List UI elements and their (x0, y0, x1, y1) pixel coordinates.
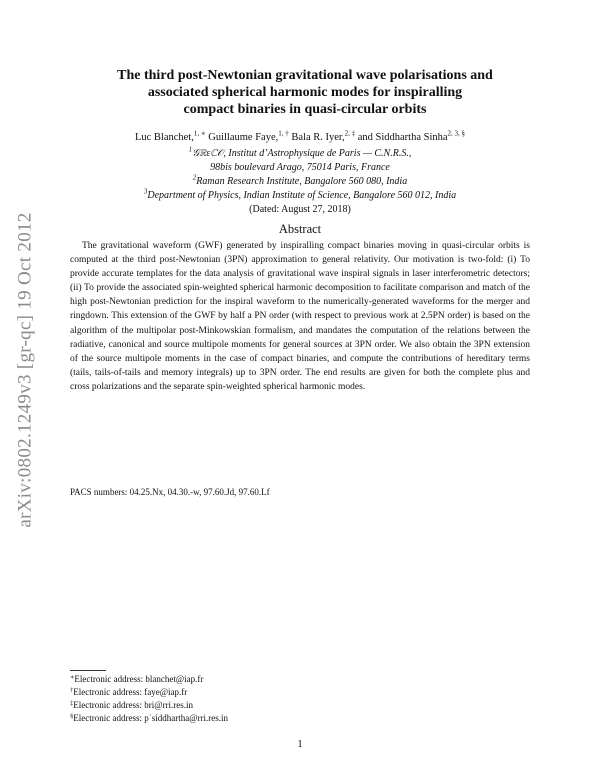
abstract-body: The gravitational waveform (GWF) generated by inspiralling compact binaries moving in quasi-circular orbits is computed at the third post-Newtonian (3PN) approximation to general relativity. Our motivation is two-fold: (i) To provide accurate templates for the data analysis of gravitational wave inspiral signals in laser interferometric detectors; (ii) To provide the associated spin-weighted spherical harmonic decomposition to facilitate comparison and match of the high post-Newtonian prediction for the inspiral waveform to the numerically-generated waveforms for the merger and ringdown. This extension of the GWF by half a PN order (with respect to previous work at 2.5PN order) is based on the algorithm of the multipolar post-Minkowskian formalism, and mandates the computation of the relations between the radiative, canonical and source multipole moments for general sources at 3PN order. We also obtain the 3PN extension of the source multipole moments in the case of compact binaries, and compute the contributions of hereditary terms (tails, tails-of-tails and memory integrals) up to 3PN order. The end results are given for both the complete plus and cross polarizations and the separate spin-weighted spherical harmonic modes. (70, 241, 530, 392)
footnote-text: Electronic address: blanchet@iap.fr (74, 674, 204, 684)
footnote (70, 686, 470, 699)
title-line: compact binaries in quasi-circular orbits (183, 102, 427, 117)
author-marks: 2, ‡ (344, 129, 356, 138)
footnote (70, 673, 470, 686)
affiliation-text: 98bis boulevard Arago, 75014 Paris, France (210, 162, 390, 173)
arxiv-stamp-text: arXiv:0802.1249v3 [gr-qc] 19 Oct 2012 (15, 212, 36, 528)
title-line: associated spherical harmonic modes for inspiralling (147, 85, 463, 100)
author-marks: 1, ∗ (193, 129, 206, 138)
affiliation-mark: 1 (188, 145, 193, 154)
page-number: 1 (297, 738, 303, 750)
footnote (70, 712, 470, 725)
author-list (60, 131, 540, 145)
arxiv-stamp (6, 200, 46, 540)
affiliation (60, 147, 540, 161)
author-name: Guillaume Faye, (208, 132, 279, 143)
affiliation-mark: 3 (143, 187, 148, 196)
affiliation-text: Department of Physics, Indian Institute of Science, Bangalore 560 012, India (147, 190, 457, 201)
affiliation-mark: 2 (192, 173, 197, 182)
footnote-text: Electronic address: bri@rri.res.in (73, 700, 193, 710)
footnote-mark: † (70, 687, 74, 694)
affiliation-text: 𝒢ℝεℂ𝒪, Institut d’Astrophysique de Paris — C.N.R.S., (192, 148, 412, 159)
footnote-text: Electronic address: faye@iap.fr (73, 687, 188, 697)
author-marks: 1, † (278, 129, 289, 138)
footnote-mark: § (70, 713, 74, 720)
abstract-heading: Abstract (278, 222, 322, 236)
affiliations (60, 147, 540, 217)
author-marks: 2, 3, § (447, 129, 466, 138)
affiliation-text: Raman Research Institute, Bangalore 560 080, India (196, 176, 408, 187)
footnote-rule (70, 670, 106, 671)
paper-title (70, 67, 540, 118)
footnote (70, 699, 470, 712)
affiliation (60, 175, 540, 189)
author-name: and Siddhartha Sinha (357, 132, 448, 143)
affiliation (60, 161, 540, 175)
author-name: Luc Blanchet, (134, 132, 194, 143)
footnote-mark: ‡ (70, 700, 74, 707)
date-line: (Dated: August 27, 2018) (249, 204, 351, 215)
footnote-text: Electronic address: p˙siddhartha@rri.res.in (73, 713, 228, 723)
author-name: Bala R. Iyer, (291, 132, 345, 143)
footnotes (70, 673, 470, 725)
pacs-numbers: PACS numbers: 04.25.Nx, 04.30.-w, 97.60.Jd, 97.60.Lf (70, 487, 270, 497)
affiliation (60, 189, 540, 203)
title-line: The third post-Newtonian gravitational wave polarisations and (117, 68, 493, 83)
footnote-mark: ∗ (70, 674, 75, 681)
